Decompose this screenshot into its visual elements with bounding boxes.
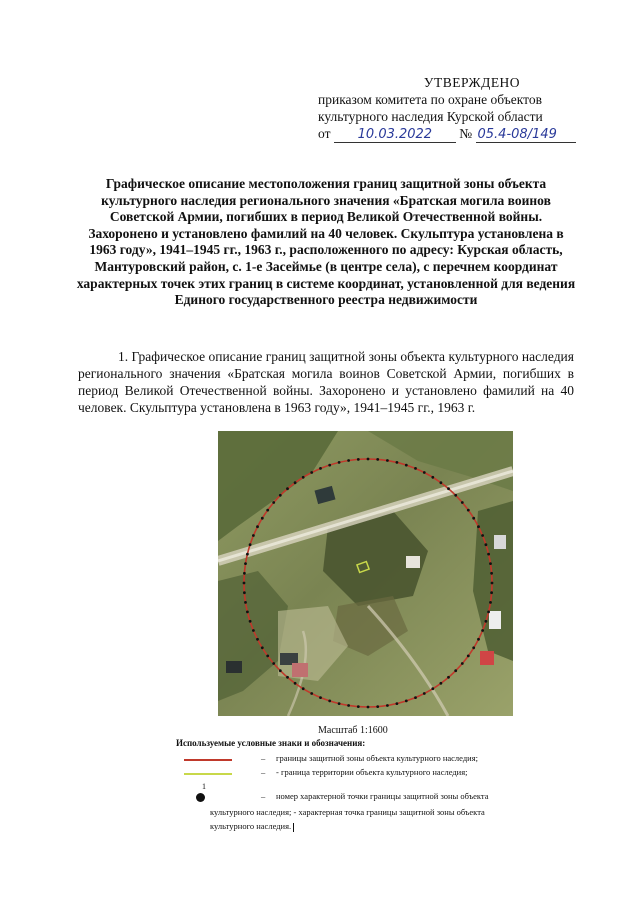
legend-item-territory <box>176 767 506 781</box>
legend-text-territory: - граница территории объекта культурного наследия; <box>276 767 468 777</box>
boundary-point <box>477 638 480 641</box>
boundary-point <box>256 525 259 528</box>
map-scale: Масштаб 1:1600 <box>318 725 388 736</box>
boundary-point <box>328 700 331 703</box>
document-title: Графическое описание местоположения границ защитной зоны объекта культурного наследия регионального значения «Братская могила воинов Советской Армии, погибших в период Великой Отечественной войны. Захоронено и установлено фамилий на 40 человек. Скульптура установлена в 1963 году», 1941–1945 гг., 1963 г., расположенного по адресу: Курская область, Мантуровский район, с. 1-е Засеймье (в центре села), с перечнем координат характерных точек этих границ в системе координат, установленной для ведения Единого государственного реестра недвижимости <box>76 176 576 308</box>
boundary-point <box>487 611 490 614</box>
legend-continuation-2 <box>176 821 506 832</box>
boundary-point <box>461 501 464 504</box>
legend-dash: – <box>261 791 266 801</box>
boundary-point <box>461 662 464 665</box>
boundary-point <box>423 692 426 695</box>
boundary-point <box>279 494 282 497</box>
boundary-point <box>261 646 264 649</box>
boundary-point <box>243 572 246 575</box>
boundary-point <box>357 705 360 708</box>
boundary-point <box>440 481 443 484</box>
boundary-point <box>302 476 305 479</box>
paragraph-1-text: 1. Графическое описание границ защитной зоны объекта культурного наследия регионального значения «Братская могила воинов Советской Армии, погибших в период Великой Отечественной войны. Захоронено и установлено фамилий на 40 человек. Скульптура установлена в 1963 году», 1941–1945 гг., 1963 г. <box>78 349 574 415</box>
boundary-point <box>414 696 417 699</box>
territory-line-swatch <box>184 773 232 775</box>
boundary-point <box>244 601 247 604</box>
building <box>494 535 506 549</box>
boundary-point <box>467 655 470 658</box>
legend-continuation-1: культурного наследия; - характерная точка границы защитной зоны объекта <box>210 807 485 817</box>
legend-heading: Используемые условные знаки и обозначения: <box>176 738 366 748</box>
building <box>406 556 420 568</box>
legend-item-zone <box>176 753 506 767</box>
boundary-point <box>286 676 289 679</box>
point-number-sample: 1 <box>202 782 206 791</box>
approval-line-2: культурного наследия Курской области <box>318 109 543 124</box>
text-cursor <box>293 823 294 832</box>
boundary-point <box>467 509 470 512</box>
boundary-point <box>252 629 255 632</box>
boundary-point <box>386 704 389 707</box>
boundary-point <box>319 696 322 699</box>
boundary-point <box>472 646 475 649</box>
boundary-point <box>440 682 443 685</box>
boundary-point <box>431 476 434 479</box>
approval-line-1: приказом комитета по охране объектов <box>318 92 542 107</box>
boundary-point <box>266 509 269 512</box>
boundary-point <box>279 669 282 672</box>
approval-number-prefix: № <box>459 126 473 141</box>
boundary-point <box>472 517 475 520</box>
boundary-point <box>454 494 457 497</box>
approval-block <box>318 74 618 143</box>
boundary-point <box>249 620 252 623</box>
paragraph-1 <box>78 348 574 416</box>
boundary-point <box>347 459 350 462</box>
boundary-point <box>431 687 434 690</box>
building <box>480 651 494 665</box>
boundary-point <box>244 562 247 565</box>
boundary-point <box>490 591 493 594</box>
boundary-point <box>272 662 275 665</box>
boundary-point <box>487 553 490 556</box>
boundary-point <box>328 464 331 467</box>
legend-item-point <box>176 781 506 803</box>
boundary-point <box>243 582 246 585</box>
boundary-point <box>243 591 246 594</box>
boundary-point <box>396 461 399 464</box>
boundary-point <box>338 461 341 464</box>
legend-dash: – <box>261 767 266 777</box>
satellite-map-image <box>218 431 513 716</box>
boundary-point <box>489 601 492 604</box>
boundary-point <box>357 458 360 461</box>
legend-text-point: номер характерной точки границы защитной зоны объекта <box>276 791 489 801</box>
boundary-point <box>294 682 297 685</box>
approval-number: 05.4-08/149 <box>476 128 576 143</box>
boundary-point <box>338 702 341 705</box>
building <box>489 611 501 629</box>
boundary-point <box>261 517 264 520</box>
boundary-point <box>256 638 259 641</box>
boundary-point <box>319 467 322 470</box>
approval-date: 10.03.2022 <box>334 128 456 143</box>
boundary-point <box>376 458 379 461</box>
boundary-point <box>447 487 450 490</box>
boundary-point <box>485 620 488 623</box>
boundary-point <box>423 471 426 474</box>
boundary-point <box>481 629 484 632</box>
zone-line-swatch <box>184 759 232 761</box>
boundary-point <box>286 487 289 490</box>
boundary-point <box>367 706 370 709</box>
boundary-point <box>272 501 275 504</box>
legend-dash: – <box>261 753 266 763</box>
building <box>292 663 308 677</box>
boundary-point <box>249 543 252 546</box>
boundary-point <box>310 692 313 695</box>
boundary-point <box>310 471 313 474</box>
boundary-point <box>294 481 297 484</box>
boundary-point <box>302 687 305 690</box>
legend-text-zone: границы защитной зоны объекта культурного наследия; <box>276 753 478 763</box>
boundary-point <box>252 534 255 537</box>
legend <box>176 738 506 832</box>
boundary-point <box>266 655 269 658</box>
boundary-point <box>246 611 249 614</box>
approval-from-prefix: от <box>318 126 331 141</box>
boundary-point <box>489 562 492 565</box>
boundary-point <box>485 543 488 546</box>
boundary-point <box>246 553 249 556</box>
point-dot-icon <box>196 793 205 802</box>
boundary-point <box>396 702 399 705</box>
boundary-point <box>347 704 350 707</box>
boundary-map <box>218 431 513 716</box>
boundary-point <box>405 700 408 703</box>
boundary-point <box>405 464 408 467</box>
boundary-point <box>386 459 389 462</box>
legend-continuation-2-text: культурного наследия. <box>210 821 292 831</box>
boundary-point <box>490 572 493 575</box>
building <box>226 661 242 673</box>
boundary-point <box>414 467 417 470</box>
boundary-point <box>491 582 494 585</box>
approval-date-line <box>318 125 618 143</box>
approval-heading: УТВЕРЖДЕНО <box>423 75 521 90</box>
boundary-point <box>477 525 480 528</box>
boundary-point <box>376 705 379 708</box>
boundary-point <box>481 534 484 537</box>
boundary-point <box>454 669 457 672</box>
boundary-point <box>447 676 450 679</box>
boundary-point <box>367 458 370 461</box>
